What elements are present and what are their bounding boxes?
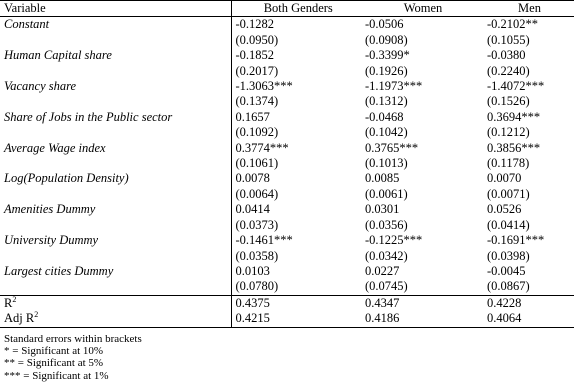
coef-both-genders: 0.0414	[235, 202, 270, 217]
coef-women: -0.0506	[365, 17, 404, 32]
variable-name: Average Wage index	[0, 141, 231, 156]
stat-label-superscript: 2	[34, 311, 39, 319]
coefficient-row	[0, 48, 574, 63]
se-both-genders: (0.0780)	[235, 279, 279, 294]
standard-error-row	[0, 156, 574, 171]
stat-women: 0.4186	[361, 311, 481, 327]
coef-men: -0.2102**	[487, 17, 539, 32]
coefficient-row	[0, 264, 574, 279]
se-both-genders: (0.1061)	[235, 156, 279, 171]
stat-both-genders: 0.4215	[231, 311, 361, 327]
variable-spacer	[0, 249, 231, 264]
se-both-genders: (0.2017)	[235, 63, 279, 78]
coef-both-genders: -0.1461***	[235, 233, 293, 248]
coef-men: 0.3694***	[487, 109, 541, 124]
se-women: (0.1013)	[365, 156, 408, 171]
se-women: (0.0342)	[365, 248, 408, 263]
se-men: (0.1178)	[487, 156, 530, 171]
stat-label-text: R	[4, 295, 13, 310]
standard-error-row	[0, 249, 574, 264]
variable-name: Human Capital share	[0, 48, 231, 63]
standard-error-row	[0, 94, 574, 109]
coef-men: -1.4072***	[487, 79, 545, 94]
coef-both-genders: -1.3063***	[235, 79, 293, 94]
note-sig-10: * = Significant at 10%	[4, 345, 104, 358]
coefficient-row	[0, 79, 574, 94]
se-women: (0.1312)	[365, 94, 408, 109]
stat-both-genders: 0.4375	[231, 295, 361, 311]
se-both-genders: (0.0373)	[235, 217, 279, 232]
note-standard-errors: Standard errors within brackets	[4, 333, 142, 345]
standard-error-row	[0, 187, 574, 202]
se-women: (0.0908)	[365, 32, 408, 47]
stat-label	[0, 295, 231, 311]
se-both-genders: (0.0064)	[235, 186, 279, 201]
se-women: (0.0061)	[365, 186, 408, 201]
standard-error-row	[0, 125, 574, 140]
coef-men: -0.0380	[487, 48, 526, 63]
header-men: Men	[481, 1, 574, 17]
se-men: (0.0414)	[487, 217, 530, 232]
coef-women: 0.0085	[365, 171, 400, 186]
se-men: (0.1055)	[487, 32, 530, 47]
standard-error-row	[0, 33, 574, 48]
note-sig-5: ** = Significant at 5%	[4, 357, 104, 370]
coef-men: 0.3856***	[487, 140, 541, 155]
coef-both-genders: -0.1852	[235, 48, 275, 63]
variable-spacer	[0, 94, 231, 109]
se-men: (0.0867)	[487, 279, 530, 294]
coef-women: 0.3765***	[365, 140, 419, 155]
coef-men: -0.0045	[487, 263, 526, 278]
coef-men: 0.0526	[487, 202, 522, 217]
coef-both-genders: 0.1657	[235, 109, 270, 124]
se-men: (0.0071)	[487, 186, 530, 201]
se-men: (0.0398)	[487, 248, 530, 263]
coefficient-row	[0, 233, 574, 248]
coef-both-genders: 0.3774***	[235, 140, 289, 155]
coef-women: -0.0468	[365, 109, 404, 124]
table-notes	[4, 333, 142, 382]
standard-error-row	[0, 279, 574, 295]
variable-spacer	[0, 156, 231, 171]
header-row	[0, 1, 574, 17]
coef-men: 0.0070	[487, 171, 522, 186]
coef-men: -0.1691***	[487, 233, 545, 248]
coefficient-row	[0, 141, 574, 156]
coef-both-genders: 0.0103	[235, 263, 270, 278]
se-both-genders: (0.1092)	[235, 125, 279, 140]
coefficient-row	[0, 171, 574, 186]
variable-spacer	[0, 125, 231, 140]
se-both-genders: (0.0950)	[235, 32, 279, 47]
coef-women: -1.1973***	[365, 79, 423, 94]
header-variable: Variable	[0, 1, 231, 17]
variable-name: Amenities Dummy	[0, 202, 231, 217]
stat-men: 0.4064	[481, 311, 574, 327]
coef-both-genders: 0.0078	[235, 171, 270, 186]
se-women: (0.1926)	[365, 63, 408, 78]
standard-error-row	[0, 218, 574, 233]
se-men: (0.1526)	[487, 94, 530, 109]
stat-men: 0.4228	[481, 295, 574, 311]
variable-name: Constant	[0, 17, 231, 33]
se-men: (0.2240)	[487, 63, 530, 78]
coefficient-row	[0, 110, 574, 125]
variable-name: Largest cities Dummy	[0, 264, 231, 279]
se-women: (0.0745)	[365, 279, 408, 294]
variable-name: University Dummy	[0, 233, 231, 248]
coef-women: -0.3399*	[365, 48, 410, 63]
variable-name: Vacancy share	[0, 79, 231, 94]
stat-row	[0, 311, 574, 327]
stat-label-text: Adj R	[4, 311, 35, 326]
variable-name: Share of Jobs in the Public sector	[0, 110, 231, 125]
coef-women: 0.0301	[365, 202, 400, 217]
stat-label-superscript: 2	[12, 295, 17, 304]
se-both-genders: (0.1374)	[235, 94, 279, 109]
variable-name: Log(Population Density)	[0, 171, 231, 186]
variable-spacer	[0, 187, 231, 202]
se-women: (0.0356)	[365, 217, 408, 232]
coefficient-row	[0, 202, 574, 217]
stat-label	[0, 311, 231, 327]
variable-spacer	[0, 64, 231, 79]
stat-row	[0, 295, 574, 311]
stat-women: 0.4347	[361, 295, 481, 311]
coef-women: 0.0227	[365, 263, 400, 278]
standard-error-row	[0, 64, 574, 79]
note-sig-1: *** = Significant at 1%	[4, 369, 109, 382]
header-women: Women	[361, 1, 481, 17]
variable-spacer	[0, 218, 231, 233]
header-both-genders: Both Genders	[231, 1, 361, 17]
se-women: (0.1042)	[365, 125, 408, 140]
variable-spacer	[0, 33, 231, 48]
se-both-genders: (0.0358)	[235, 248, 279, 263]
coefficient-row	[0, 17, 574, 33]
variable-spacer	[0, 279, 231, 295]
coef-women: -0.1225***	[365, 233, 423, 248]
se-men: (0.1212)	[487, 125, 530, 140]
coef-both-genders: -0.1282	[235, 17, 275, 32]
